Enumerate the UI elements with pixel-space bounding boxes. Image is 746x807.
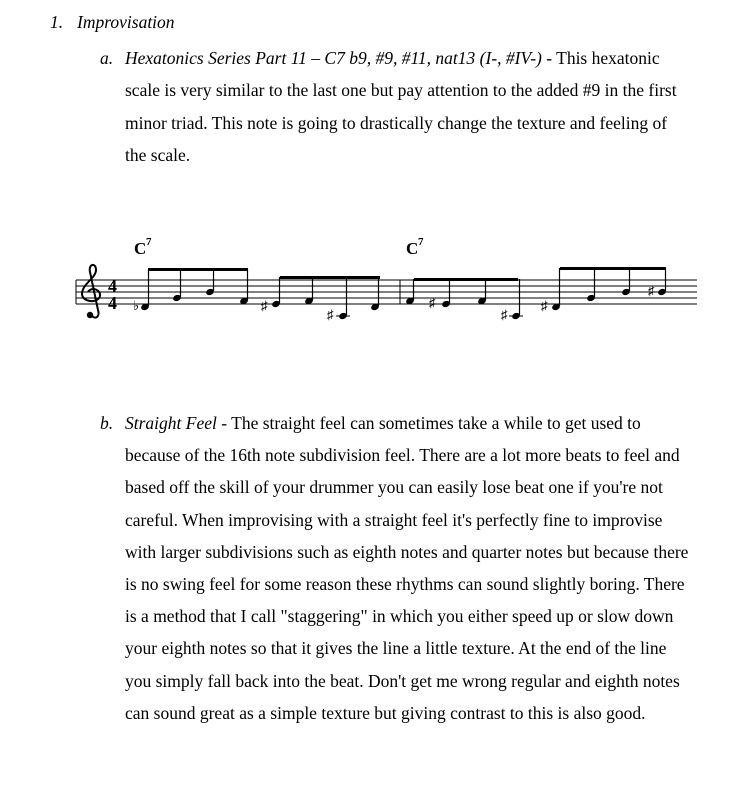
sharp-icon: ♯ <box>541 298 548 313</box>
item-b-text <box>125 407 690 729</box>
flat-icon: ♭ <box>133 298 140 313</box>
chord-symbol-2-ext: 7 <box>418 236 424 248</box>
item-a-marker: a. <box>100 48 114 68</box>
music-notation <box>70 232 700 328</box>
list-heading <box>50 11 175 33</box>
list-item-b <box>100 407 700 729</box>
item-b-body: The straight feel can sometimes take a while to get used to because of the 16th note subdivision feel. There are a lot more beats to feel and based off the skill of your drummer you can easily lose beat one if you're not careful. When improvising with a straight feel it's perfectly fine to improvise with larger subdivisions such as eighth notes and quarter notes but because there is no swing feel for some reason these rhythms can sound slightly boring. There is a method that I call "staggering" in which you either speed up or slow down your eighth notes so that it gives the line a little texture. At the end of the line you simply fall back into the beat. Don't get me wrong regular and eighth notes can sound great as a simple texture but giving contrast to this is also good. <box>125 413 689 723</box>
time-signature-bottom: 4 <box>108 293 117 313</box>
chord-symbol-1: C <box>134 239 147 258</box>
item-a-separator: - <box>541 48 557 68</box>
sharp-icon: ♯ <box>501 307 508 322</box>
item-b-separator: - <box>216 413 232 433</box>
beam-group-1 <box>133 268 249 313</box>
time-signature-top: 4 <box>108 276 117 296</box>
sharp-icon: ♯ <box>327 307 334 322</box>
chord-symbol-2: C <box>406 239 419 258</box>
sharp-icon: ♯ <box>261 298 268 313</box>
item-a-body: This hexatonic scale is very similar to the last one but pay attention to the added #9 in the first minor triad. This note is going to drastically change the texture and feeling of the scale. <box>125 48 677 166</box>
treble-clef-icon <box>82 265 100 318</box>
item-a-title: Hexatonics Series Part 11 – C7 b9, #9, #11, nat13 (I-, #IV-) <box>125 48 542 68</box>
sharp-icon: ♯ <box>648 283 655 298</box>
beam-group-4 <box>541 267 667 313</box>
item-b-title: Straight Feel <box>125 413 217 433</box>
item-a-text <box>125 42 690 172</box>
list-title: Improvisation <box>77 12 175 32</box>
list-number: 1. <box>50 12 64 32</box>
staff-lines <box>76 280 697 304</box>
beam-group-2 <box>261 276 380 322</box>
sharp-icon: ♯ <box>429 295 436 310</box>
chord-symbol-1-ext: 7 <box>146 236 152 248</box>
beam-group-3 <box>405 278 523 322</box>
staff-svg <box>70 232 700 328</box>
list-item-a <box>100 42 700 172</box>
item-b-marker: b. <box>100 413 114 433</box>
